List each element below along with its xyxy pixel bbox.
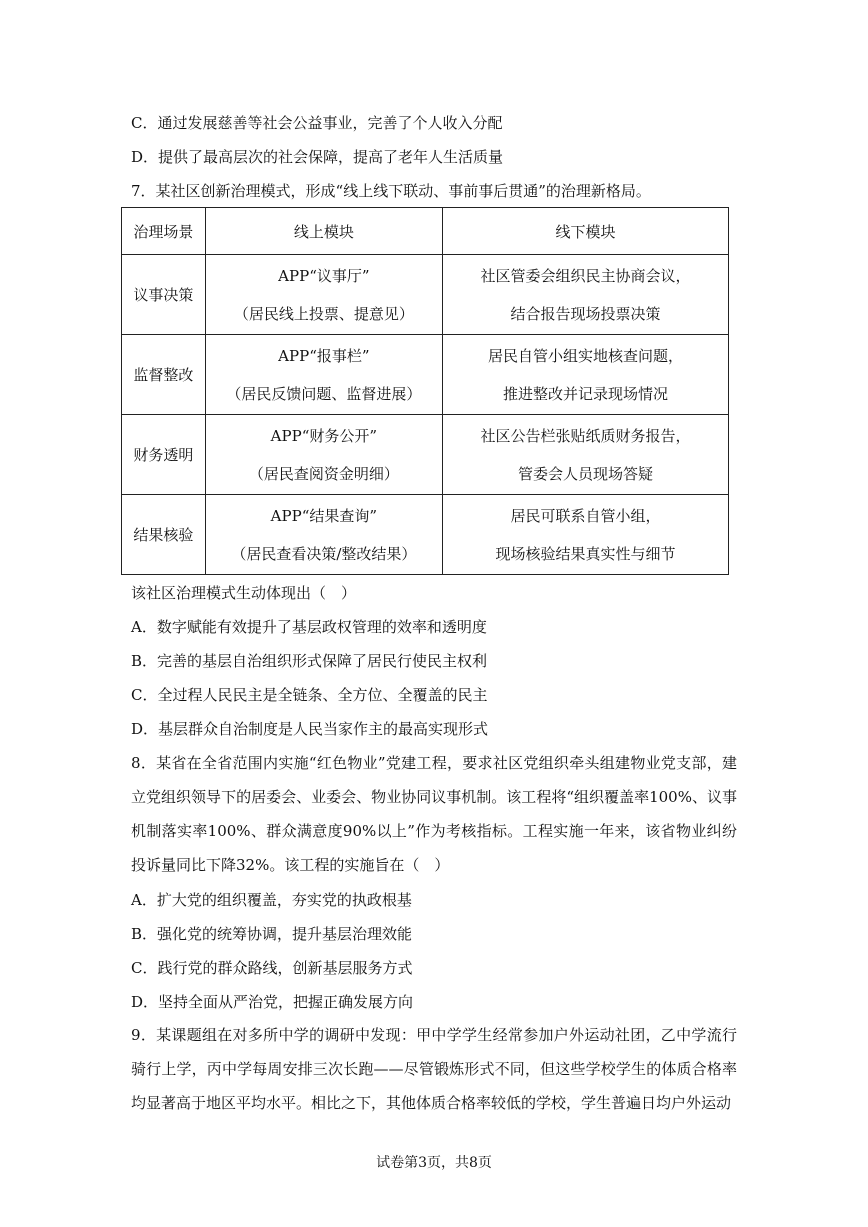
header-online: 线上模块: [205, 208, 442, 255]
offline-cell: [442, 335, 728, 415]
online-module-desc: （居民查阅资金明细）: [248, 464, 399, 483]
online-cell: [205, 255, 442, 335]
q6-option-d: D．提供了最高层次的社会保障，提高了老年人生活质量: [131, 148, 504, 166]
online-module-desc: （居民反馈问题、监督进展）: [226, 384, 422, 403]
table-row: [122, 255, 729, 335]
online-module-desc: （居民查看决策/整改结果）: [231, 544, 417, 563]
q7-option-a: A．数字赋能有效提升了基层政权管理的效率和透明度: [131, 618, 487, 636]
q7-option-d: D．基层群众自治制度是人民当家作主的最高实现形式: [131, 720, 489, 738]
q7-option-b: B．完善的基层自治组织形式保障了居民行使民主权利: [131, 652, 488, 670]
online-cell: [205, 495, 442, 575]
q8-option-c: C．践行党的群众路线，创新基层服务方式: [131, 959, 413, 977]
q6-option-c: C．通过发展慈善等社会公益事业，完善了个人收入分配: [131, 114, 503, 132]
online-module-name: APP“议事厅”: [278, 266, 370, 285]
offline-line: 管委会人员现场答疑: [517, 464, 653, 483]
offline-cell: [442, 495, 728, 575]
online-module-name: APP“报事栏”: [278, 346, 370, 365]
offline-line: 现场核验结果真实性与细节: [495, 544, 676, 563]
page-footer: 试卷第3页，共8页: [376, 1155, 492, 1171]
q9-stem: 9．某课题组在对多所中学的调研中发现：甲中学学生经常参加户外运动社团，乙中学流行骑行上学，丙中学每周安排三次长跑——尽管锻炼形式不同，但这些学校学生的体质合格率均显著高于地区平均水平。相比之下，其他体质合格率较低的学校，学生普遍日均户外运动: [131, 1026, 737, 1112]
scene-cell: 结果核验: [122, 495, 206, 575]
scene-cell: 议事决策: [122, 255, 206, 335]
online-module-name: APP“财务公开”: [270, 426, 378, 445]
online-module-desc: （居民线上投票、提意见）: [233, 304, 414, 323]
offline-line: 推进整改并记录现场情况: [502, 384, 668, 403]
q7-stem: 7．某社区创新治理模式，形成“线上线下联动、事前事后贯通”的治理新格局。: [131, 182, 651, 200]
offline-cell: [442, 415, 728, 495]
offline-line: 结合报告现场投票决策: [510, 304, 661, 323]
offline-line: 社区公告栏张贴纸质财务报告，: [480, 426, 691, 445]
q8-option-b: B．强化党的统筹协调，提升基层治理效能: [131, 925, 413, 943]
table-row: [122, 335, 729, 415]
q7-question: 该社区治理模式生动体现出（ ）: [131, 584, 357, 602]
offline-cell: [442, 255, 728, 335]
governance-table: [121, 207, 729, 575]
q8-option-d: D．坚持全面从严治党，把握正确发展方向: [131, 993, 414, 1011]
table-row: [122, 495, 729, 575]
q7-option-c: C．全过程人民民主是全链条、全方位、全覆盖的民主: [131, 686, 488, 704]
scene-cell: 监督整改: [122, 335, 206, 415]
table-row: [122, 415, 729, 495]
online-module-name: APP“结果查询”: [270, 506, 378, 525]
header-offline: 线下模块: [442, 208, 728, 255]
offline-line: 居民可联系自管小组，: [510, 506, 661, 525]
offline-line: 居民自管小组实地核查问题，: [487, 346, 683, 365]
online-cell: [205, 415, 442, 495]
online-cell: [205, 335, 442, 415]
q8-stem: 8．某省在全省范围内实施“红色物业”党建工程，要求社区党组织牵头组建物业党支部，建立党组织领导下的居委会、业委会、物业协同议事机制。该工程将“组织覆盖率100%、议事机制落实率100%、群众满意度90%以上”作为考核指标。工程实施一年来，该省物业纠纷投诉量同比下降32%。该工程的实施旨在（ ）: [131, 754, 737, 874]
offline-line: 社区管委会组织民主协商会议，: [480, 266, 691, 285]
table-header-row: [122, 208, 729, 255]
header-scene: 治理场景: [122, 208, 206, 255]
q8-option-a: A．扩大党的组织覆盖，夯实党的执政根基: [131, 891, 412, 909]
scene-cell: 财务透明: [122, 415, 206, 495]
